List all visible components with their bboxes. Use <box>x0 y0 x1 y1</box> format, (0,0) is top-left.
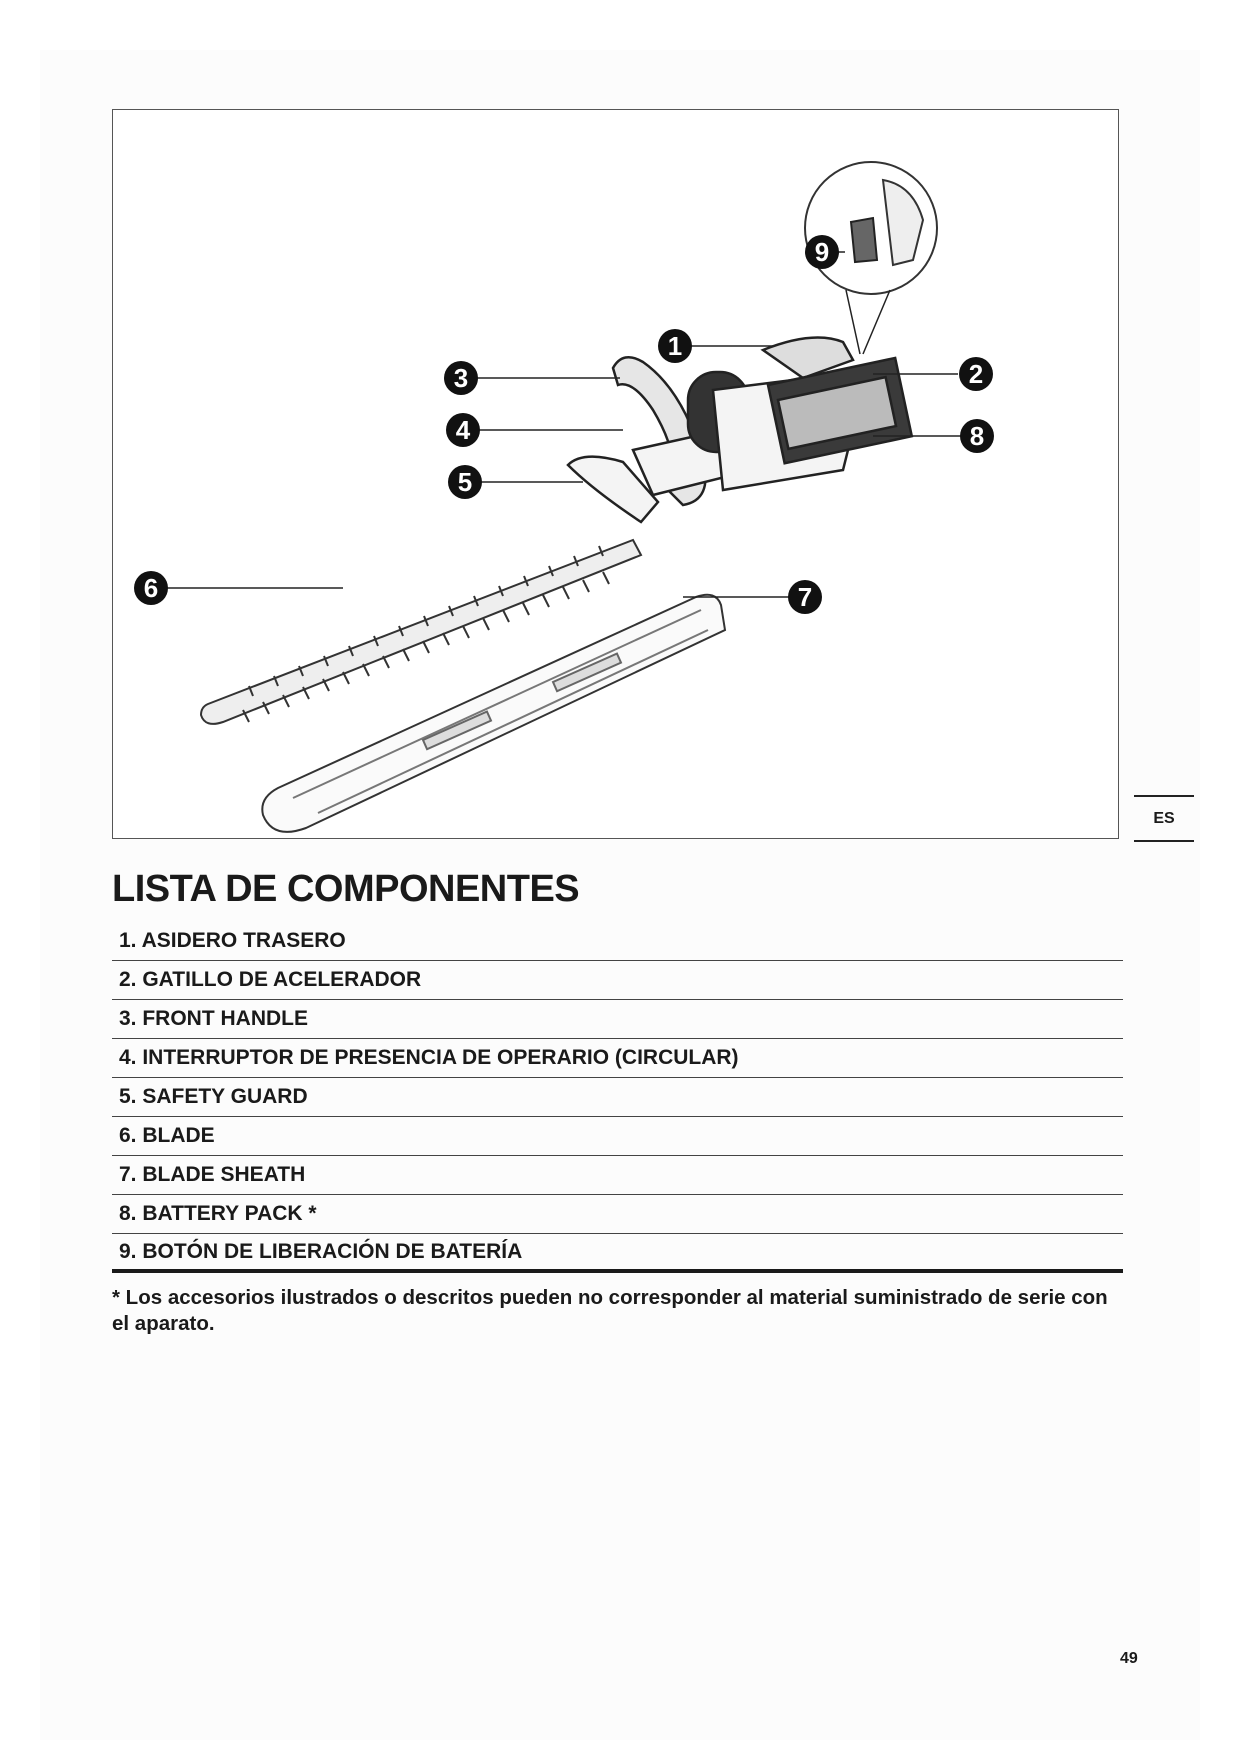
list-item: 7. BLADE SHEATH <box>112 1156 1123 1195</box>
callout-9 <box>805 235 839 269</box>
blade-sheath-drawing <box>262 595 725 832</box>
list-item: 4. INTERRUPTOR DE PRESENCIA DE OPERARIO (CIRCULAR) <box>112 1039 1123 1078</box>
list-item: 2. GATILLO DE ACELERADOR <box>112 961 1123 1000</box>
callout-6 <box>134 571 168 605</box>
callout-3 <box>444 361 478 395</box>
hedge-trimmer-illustration <box>113 110 1120 840</box>
list-item: 8. BATTERY PACK * <box>112 1195 1123 1234</box>
callout-2 <box>959 357 993 391</box>
svg-text:4: 4 <box>455 415 471 445</box>
list-item: 3. FRONT HANDLE <box>112 1000 1123 1039</box>
svg-text:2: 2 <box>968 359 984 389</box>
svg-text:5: 5 <box>457 467 473 497</box>
svg-text:8: 8 <box>969 421 985 451</box>
list-item: 1. ASIDERO TRASERO <box>112 922 1123 961</box>
callout-4 <box>446 413 480 447</box>
list-item: 5. SAFETY GUARD <box>112 1078 1123 1117</box>
list-item: 6. BLADE <box>112 1117 1123 1156</box>
callout-8 <box>960 419 994 453</box>
footnote: * Los accesorios ilustrados o descritos pueden no corresponder al material suministrado de serie con el aparato. <box>112 1286 1108 1335</box>
svg-text:1: 1 <box>667 331 683 361</box>
language-tab: ES <box>1134 795 1194 842</box>
hedge-trimmer-figure <box>112 109 1119 839</box>
svg-text:9: 9 <box>814 237 830 267</box>
components-list <box>112 922 1123 1273</box>
page-title: LISTA DE COMPONENTES <box>112 868 580 910</box>
callout-1 <box>658 329 692 363</box>
svg-text:3: 3 <box>453 363 469 393</box>
svg-text:7: 7 <box>797 582 813 612</box>
svg-text:6: 6 <box>143 573 159 603</box>
callout-5 <box>448 465 482 499</box>
page-number: 49 <box>1120 1650 1138 1667</box>
callout-7 <box>788 580 822 614</box>
list-item: 9. BOTÓN DE LIBERACIÓN DE BATERÍA <box>112 1234 1123 1273</box>
